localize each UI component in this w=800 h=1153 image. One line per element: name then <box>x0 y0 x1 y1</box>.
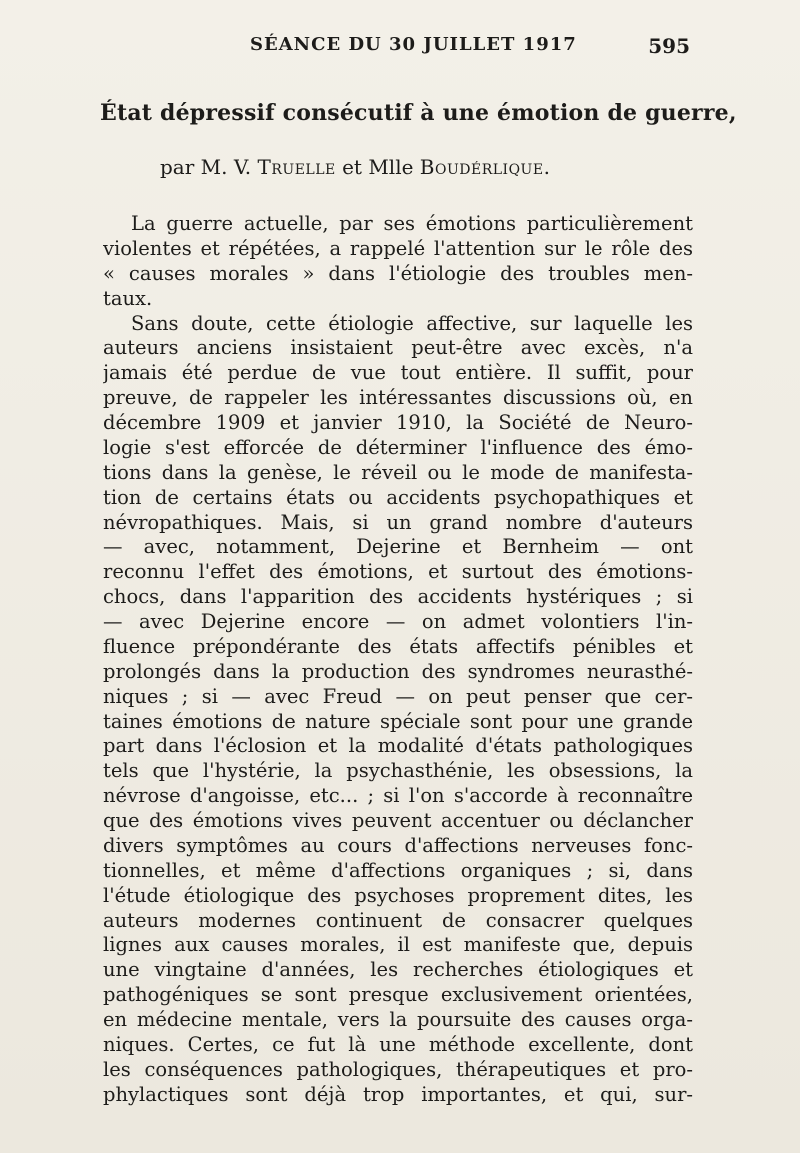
article-title: État dépressif consécutif à une émotion de guerre, <box>100 100 737 126</box>
body-line: tionnelles, et même d'affections organiques ; si, dans <box>103 858 693 882</box>
body-line: tion de certains états ou accidents psychopathiques et <box>103 485 693 509</box>
body-line: une vingtaine d'années, les recherches étiologiques et <box>103 958 693 982</box>
body-line: névropathiques. Mais, si un grand nombre d'auteurs <box>103 510 693 534</box>
body-line: prolongés dans la production des syndromes neurasthé- <box>103 659 693 683</box>
body-line: chocs, dans l'apparition des accidents hystériques ; si <box>103 585 693 609</box>
body-line: fluence prépondérante des états affectifs pénibles et <box>103 634 693 658</box>
body-line: preuve, de rappeler les intéressantes discussions où, en <box>103 386 693 410</box>
body-line: les conséquences pathologiques, thérapeutiques et pro- <box>103 1057 693 1081</box>
body-line: niques ; si — avec Freud — on peut penser que cer- <box>103 684 693 708</box>
byline-prefix: par M. V. <box>160 155 252 179</box>
body-line: logie s'est efforcée de déterminer l'influence des émo- <box>103 435 693 459</box>
body-line: — avec Dejerine encore — on admet volontiers l'in- <box>103 610 693 633</box>
body-line: névrose d'angoisse, etc... ; si l'on s'accorde à reconnaître <box>103 784 693 808</box>
body-line: « causes morales » dans l'étiologie des troubles men- <box>103 261 693 285</box>
body-line: que des émotions vives peuvent accentuer ou déclancher <box>103 809 693 832</box>
body-line: auteurs modernes continuent de consacrer quelques <box>103 908 693 932</box>
body-line: part dans l'éclosion et la modalité d'états pathologiques <box>103 734 693 758</box>
body-line: niques. Certes, ce fut là une méthode excellente, dont <box>103 1032 693 1056</box>
body-line: Sans doute, cette étiologie affective, sur laquelle les <box>131 311 693 335</box>
body-line: La guerre actuelle, par ses émotions particulièrement <box>131 212 693 235</box>
body-line: taux. <box>103 286 153 310</box>
body-line: pathogéniques se sont presque exclusivement orientées, <box>103 983 693 1007</box>
body-line: phylactiques sont déjà trop importantes, et qui, sur- <box>103 1082 693 1106</box>
body-line: divers symptômes au cours d'affections nerveuses fonc- <box>103 833 693 857</box>
body-line: en médecine mentale, vers la poursuite des causes orga- <box>103 1008 693 1031</box>
article-byline <box>160 155 700 179</box>
article-body <box>103 212 693 1108</box>
author-bouderlique: Boudérlique. <box>419 155 551 179</box>
body-line: décembre 1909 et janvier 1910, la Société de Neuro- <box>103 411 693 434</box>
byline-joiner: et Mlle <box>342 155 414 179</box>
body-line: taines émotions de nature spéciale sont pour une grande <box>103 709 693 733</box>
body-line: violentes et répétées, a rappelé l'attention sur le rôle des <box>103 236 693 260</box>
body-line: tels que l'hystérie, la psychasthénie, les obsessions, la <box>103 759 693 783</box>
body-line: — avec, notamment, Dejerine et Bernheim — ont <box>103 535 693 559</box>
page-header <box>100 30 690 60</box>
body-line: auteurs anciens insistaient peut-être avec excès, n'a <box>103 336 693 360</box>
body-line: tions dans la genèse, le réveil ou le mode de manifesta- <box>103 460 693 484</box>
body-line: lignes aux causes morales, il est manifeste que, depuis <box>103 933 693 957</box>
running-head: SÉANCE DU 30 JUILLET 1917 <box>250 34 577 55</box>
body-line: reconnu l'effet des émotions, et surtout des émotions- <box>103 560 693 584</box>
body-line: jamais été perdue de vue tout entière. Il suffit, pour <box>103 361 693 385</box>
author-truelle: Truelle <box>257 155 336 179</box>
body-line: l'étude étiologique des psychoses proprement dites, les <box>103 883 693 907</box>
page-number: 595 <box>648 34 690 58</box>
